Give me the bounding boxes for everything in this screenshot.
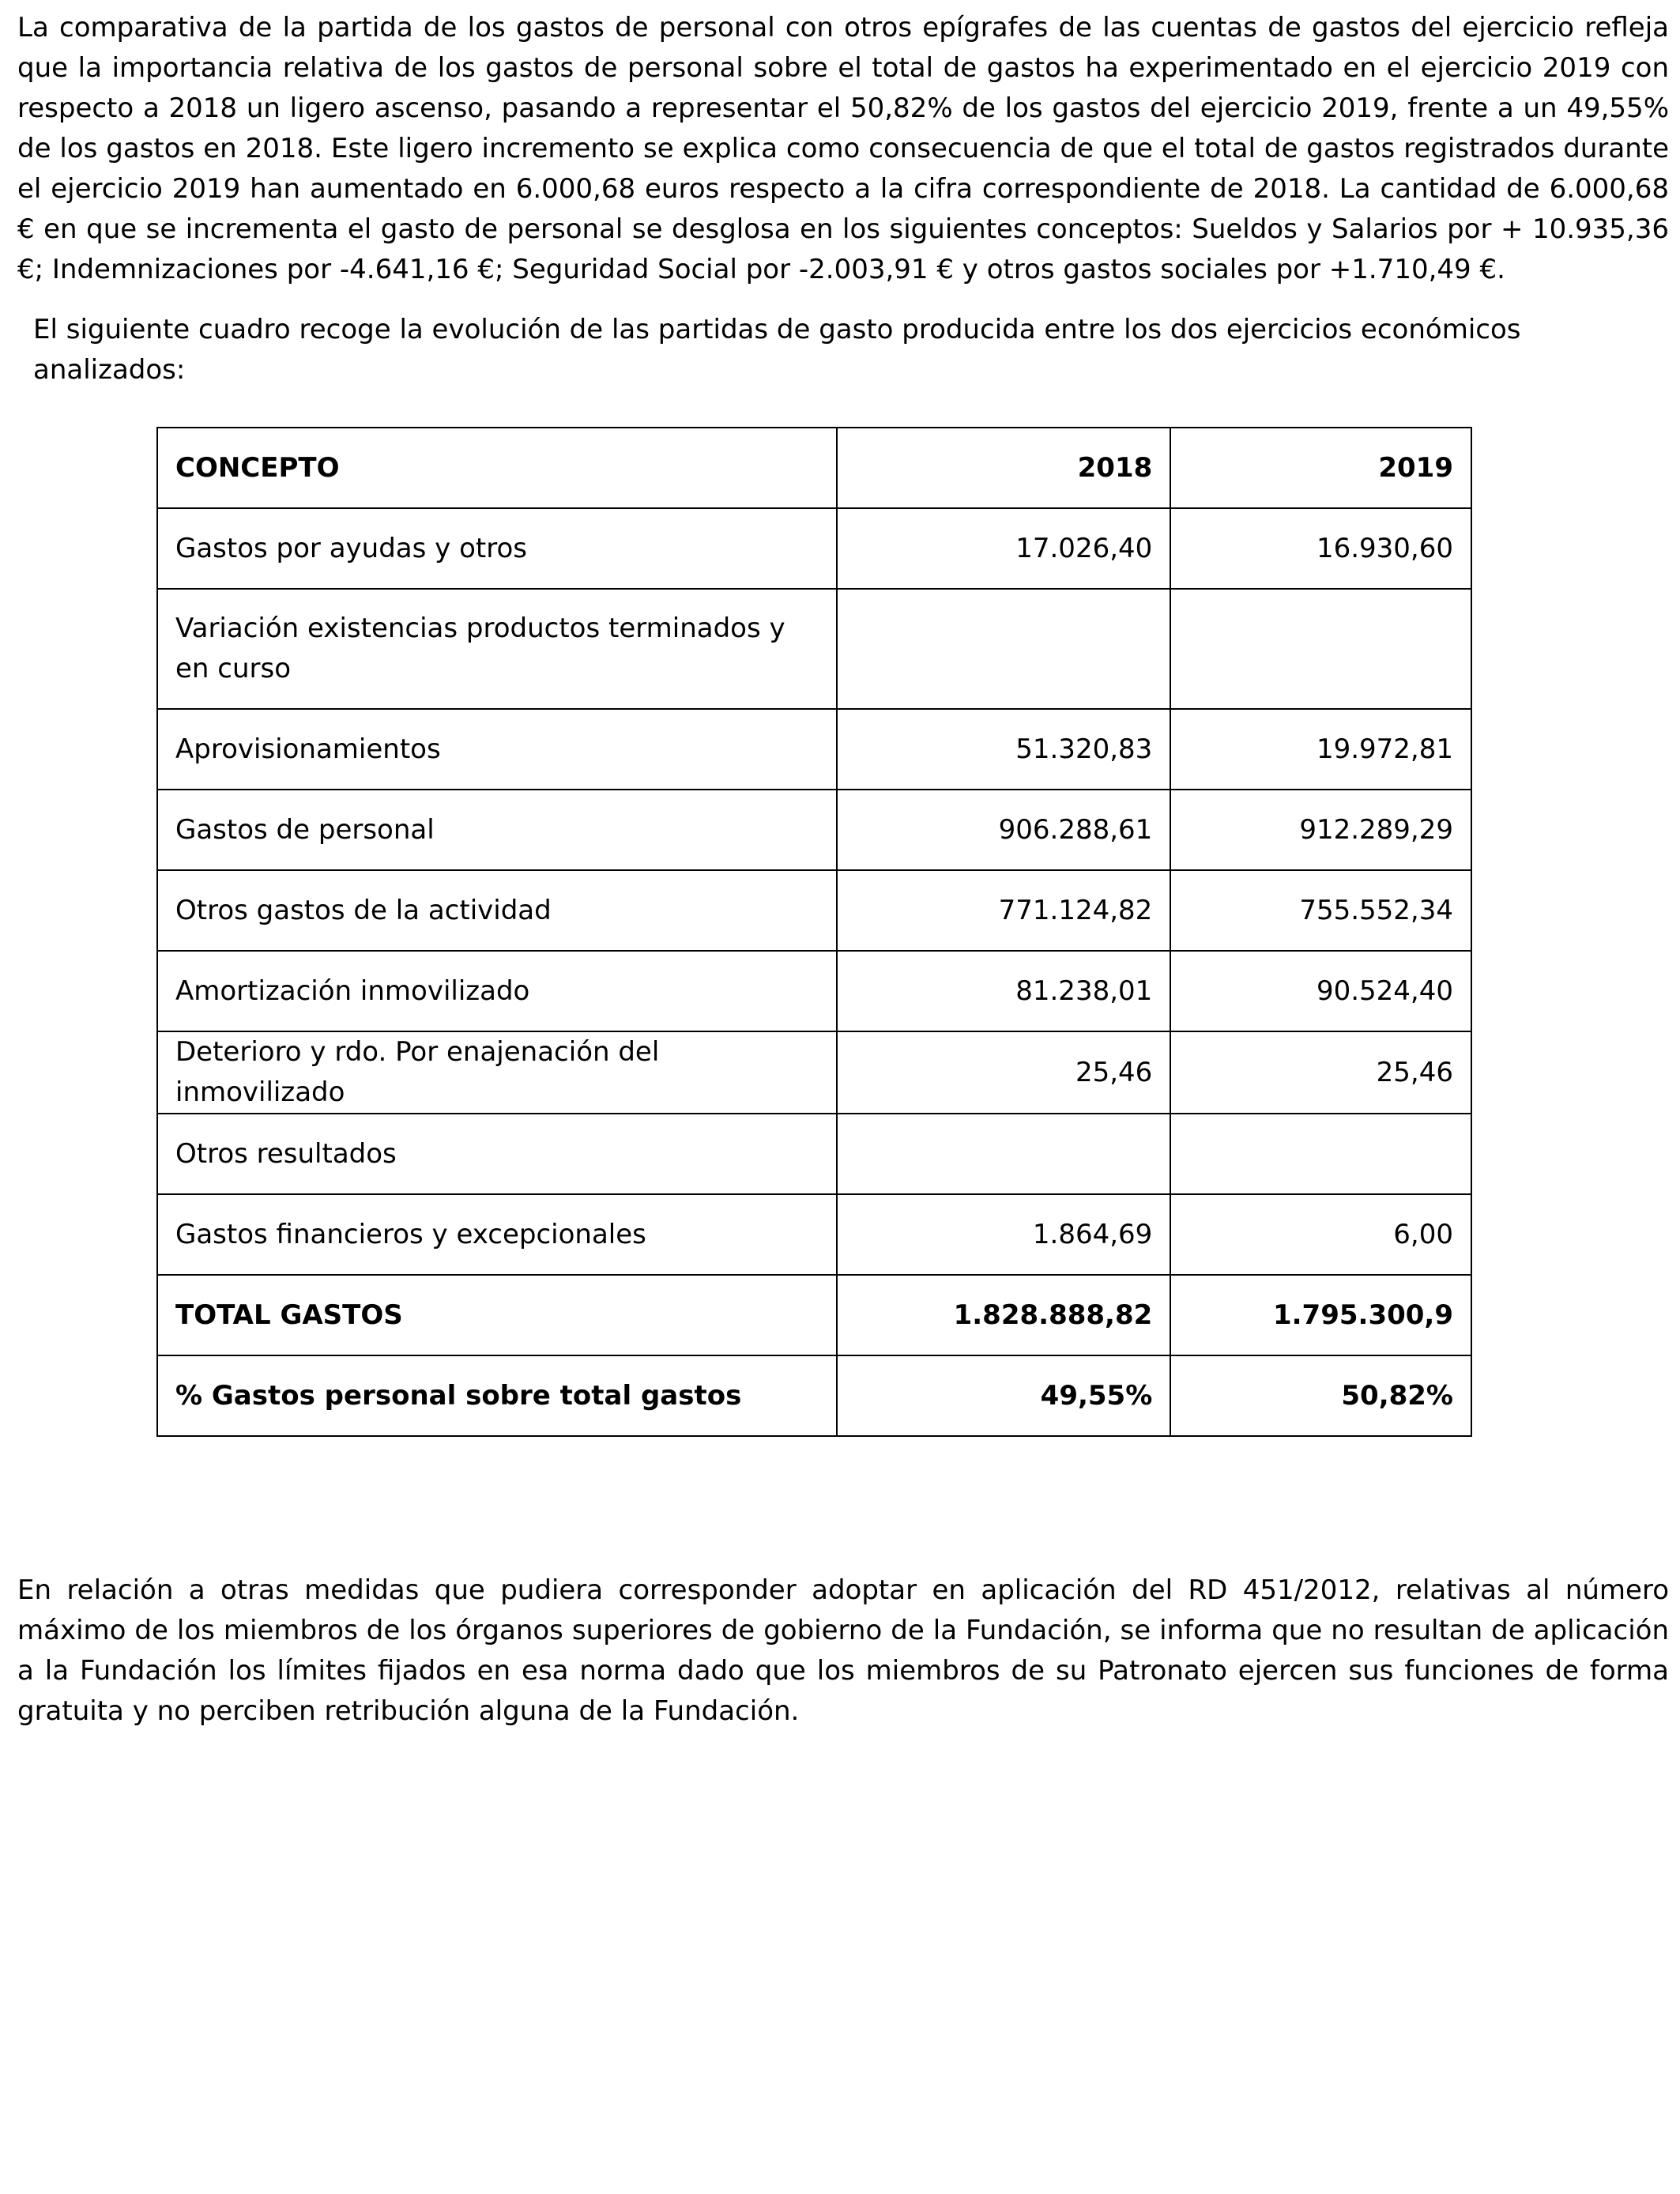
- table-header-row: [157, 428, 1471, 508]
- row-value-2018: [837, 589, 1170, 709]
- header-2018: 2018: [837, 428, 1170, 508]
- header-2019: 2019: [1170, 428, 1471, 508]
- row-value-2019: [1170, 589, 1471, 709]
- table-row: [157, 1114, 1471, 1194]
- row-value-2019: 25,46: [1170, 1031, 1471, 1114]
- table-row: [157, 870, 1471, 951]
- total-label: TOTAL GASTOS: [157, 1275, 837, 1355]
- row-value-2019: 90.524,40: [1170, 951, 1471, 1031]
- row-concept: Aprovisionamientos: [157, 709, 837, 790]
- row-value-2018: 906.288,61: [837, 790, 1170, 870]
- row-concept: Otros gastos de la actividad: [157, 870, 837, 951]
- row-value-2018: 1.864,69: [837, 1194, 1170, 1275]
- row-value-2019: 6,00: [1170, 1194, 1471, 1275]
- table-row: [157, 709, 1471, 790]
- table-intro-text: El siguiente cuadro recoge la evolución de las partidas de gasto producida entre los dos ejercicios económicos analizados:: [33, 314, 1521, 386]
- percentage-label: % Gastos personal sobre total gastos: [157, 1355, 837, 1436]
- row-concept: Amortización inmovilizado: [157, 951, 837, 1031]
- expenses-table: [156, 427, 1472, 1437]
- total-value-2018: 1.828.888,82: [837, 1275, 1170, 1355]
- header-concepto: CONCEPTO: [157, 428, 837, 508]
- table-row-percentage: [157, 1355, 1471, 1436]
- total-value-2019: 1.795.300,9: [1170, 1275, 1471, 1355]
- closing-paragraph: En relación a otras medidas que pudiera corresponder adoptar en aplicación del RD 451/2012, relativas al número máximo de los miembros de los órganos superiores de gobierno de la Fundación, se informa que no resultan de aplicación a la Fundación los límites fijados en esa norma dado que los miembros de su Patronato ejercen sus funciones de forma gratuita y no perciben retribución alguna de la Fundación.: [17, 1574, 1669, 1727]
- row-value-2018: 81.238,01: [837, 951, 1170, 1031]
- percentage-value-2019: 50,82%: [1170, 1355, 1471, 1436]
- table-row: [157, 508, 1471, 589]
- percentage-value-2018: 49,55%: [837, 1355, 1170, 1436]
- row-concept: Variación existencias productos terminados y en curso: [157, 589, 837, 709]
- row-value-2019: 755.552,34: [1170, 870, 1471, 951]
- row-concept: Otros resultados: [157, 1114, 837, 1194]
- row-value-2018: 17.026,40: [837, 508, 1170, 589]
- row-concept: Deterioro y rdo. Por enajenación del inmovilizado: [157, 1031, 837, 1114]
- row-value-2018: 51.320,83: [837, 709, 1170, 790]
- table-row: [157, 1194, 1471, 1275]
- row-concept: Gastos financieros y excepcionales: [157, 1194, 837, 1275]
- row-concept: Gastos de personal: [157, 790, 837, 870]
- row-value-2018: [837, 1114, 1170, 1194]
- row-value-2019: 912.289,29: [1170, 790, 1471, 870]
- row-value-2019: [1170, 1114, 1471, 1194]
- table-row: [157, 589, 1471, 709]
- row-value-2019: 19.972,81: [1170, 709, 1471, 790]
- row-value-2018: 771.124,82: [837, 870, 1170, 951]
- row-concept: Gastos por ayudas y otros: [157, 508, 837, 589]
- table-row: [157, 790, 1471, 870]
- intro-paragraph: La comparativa de la partida de los gastos de personal con otros epígrafes de las cuentas de gastos del ejercicio refleja que la importancia relativa de los gastos de personal sobre el total de gastos ha experimentado en el ejercicio 2019 con respecto a 2018 un ligero ascenso, pasando a representar el 50,82% de los gastos del ejercicio 2019, frente a un 49,55% de los gastos en 2018. Este ligero incremento se explica como consecuencia de que el total de gastos registrados durante el ejercicio 2019 han aumentado en 6.000,68 euros respecto a la cifra correspondiente de 2018. La cantidad de 6.000,68 € en que se incrementa el gasto de personal se desglosa en los siguientes conceptos: Sueldos y Salarios por + 10.935,36 €; Indemnizaciones por -4.641,16 €; Seguridad Social por -2.003,91 € y otros gastos sociales por +1.710,49 €.: [17, 12, 1669, 285]
- row-value-2019: 16.930,60: [1170, 508, 1471, 589]
- table-row: [157, 1031, 1471, 1114]
- table-row: [157, 951, 1471, 1031]
- row-value-2018: 25,46: [837, 1031, 1170, 1114]
- table-row-total: [157, 1275, 1471, 1355]
